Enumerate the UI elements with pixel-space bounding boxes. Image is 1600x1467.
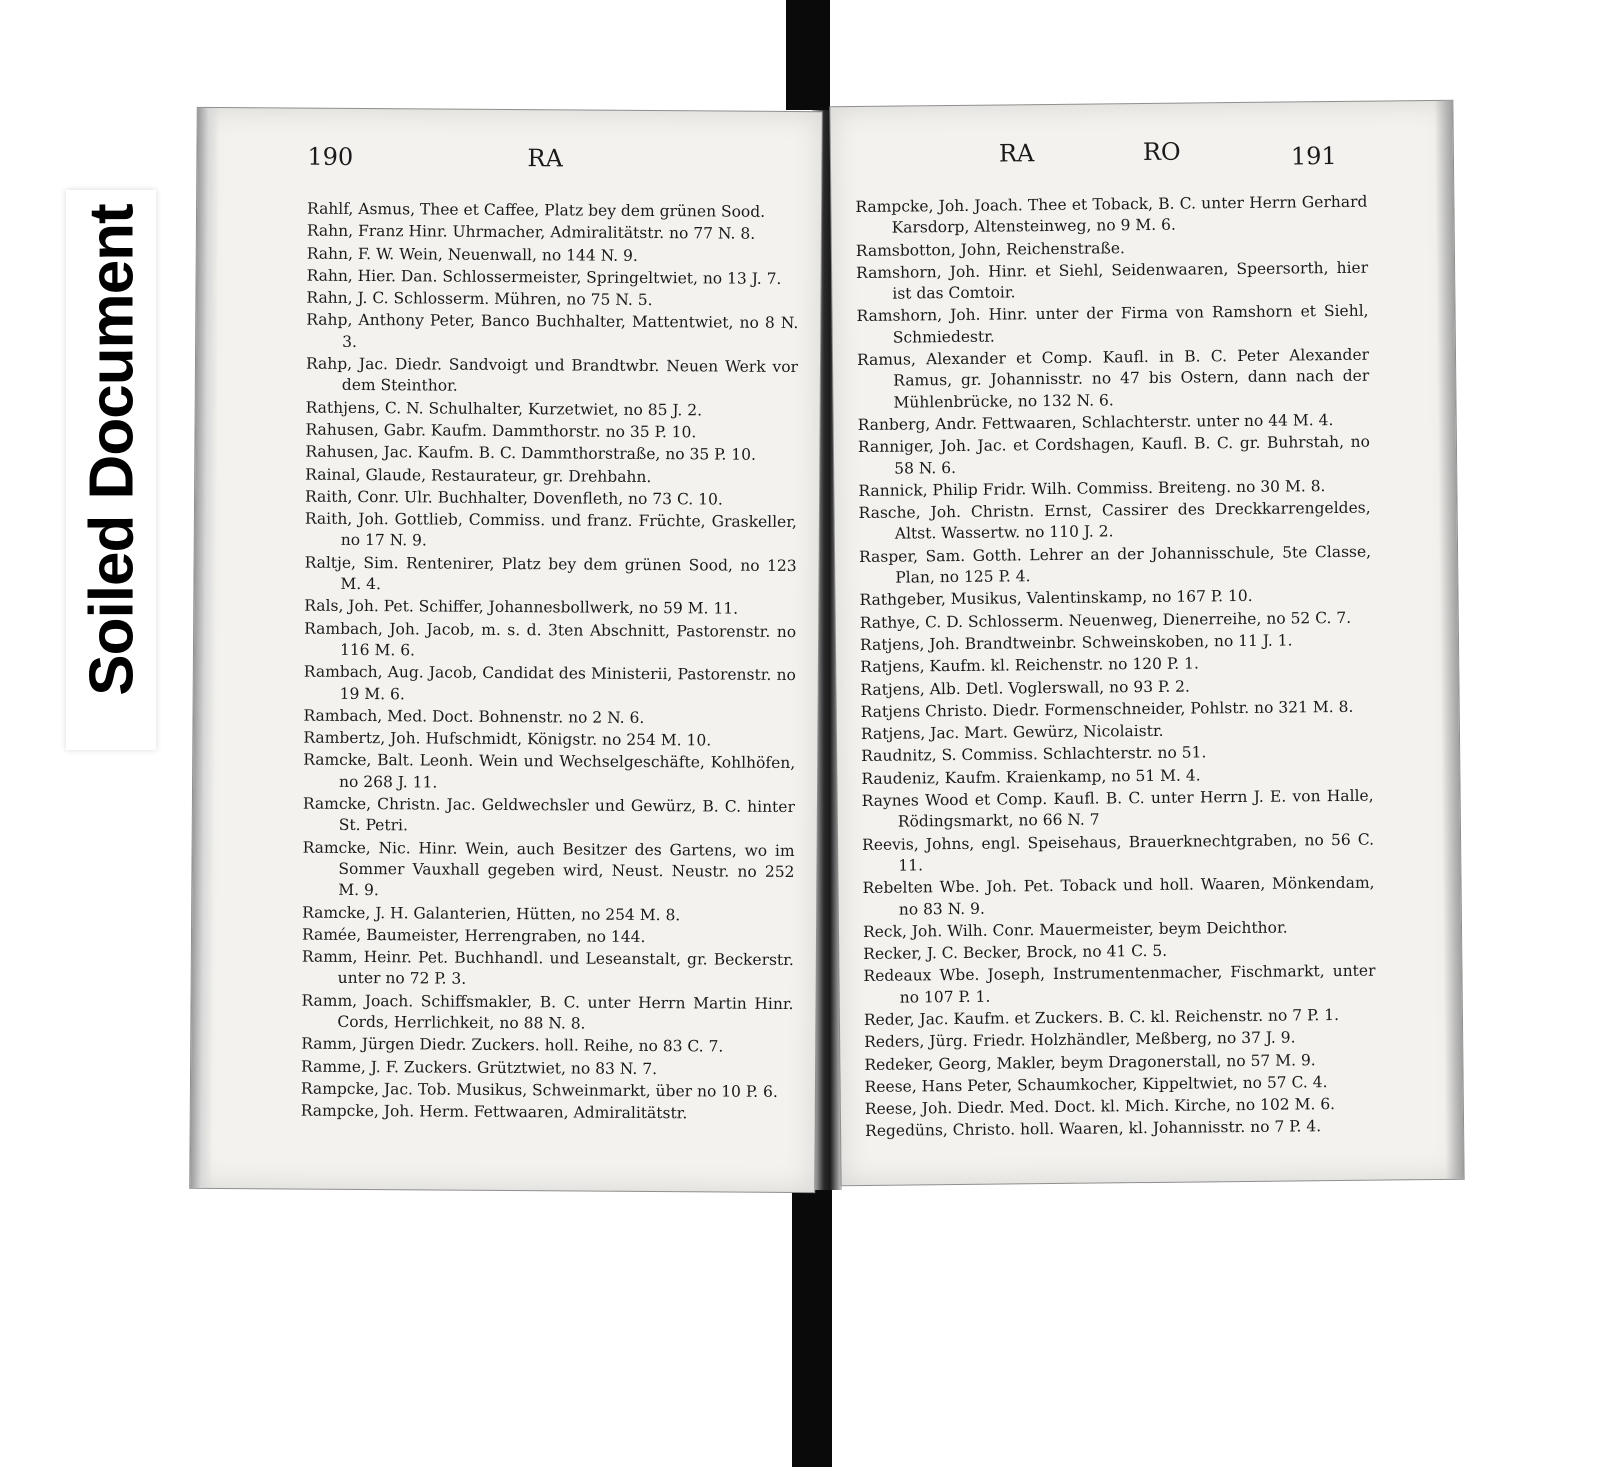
directory-entry: Redeker, Georg, Makler, beym Dragonerstall, no 57 M. 9. xyxy=(864,1050,1316,1074)
directory-entry: Ramcke, J. H. Galanterien, Hütten, no 254 M. 8. xyxy=(302,903,681,924)
directory-entry: Raudeniz, Kaufm. Kraienkamp, no 51 M. 4. xyxy=(861,766,1201,788)
directory-entry: Rambertz, Joh. Hufschmidt, Königstr. no 254 M. 10. xyxy=(303,728,712,750)
left-entry-list xyxy=(301,199,799,1127)
left-page-number: 190 xyxy=(307,142,354,171)
page-edge-shadow xyxy=(190,108,220,1188)
directory-entry: Rathye, C. D. Schlosserm. Neuenweg, Dienerreihe, no 52 C. 7. xyxy=(859,608,1352,632)
directory-entry: Rambach, Aug. Jacob, Candidat des Ministerii, Pastorenstr. no 19 M. 6. xyxy=(303,662,796,703)
directory-entry: Ramcke, Christn. Jac. Geldwechsler und Gewürz, B. C. hinter St. Petri. xyxy=(302,794,795,835)
right-page-number: 191 xyxy=(1290,141,1337,171)
right-entry-list xyxy=(855,192,1377,1144)
directory-entry: Ramm, Jürgen Diedr. Zuckers. holl. Reihe, no 83 C. 7. xyxy=(301,1034,724,1056)
directory-entry: Ramm, Joach. Schiffsmakler, B. C. unter Herrn Martin Hinr. Cords, Herrlichkeit, no 88 N. 8. xyxy=(301,991,794,1033)
directory-entry: Ramm, Heinr. Pet. Buchhandl. und Leseanstalt, gr. Beckerstr. unter no 72 P. 3. xyxy=(301,947,794,989)
right-page xyxy=(830,101,1463,1185)
directory-entry: Ramus, Alexander et Comp. Kaufl. in B. C. Peter Alexander Ramus, gr. Johannisstr. no 47 bis Ostern, dann nach der Mühlenbrücke, no 132 N. 6. xyxy=(856,345,1370,412)
directory-entry: Rathjens, C. N. Schulhalter, Kurzetwiet, no 85 J. 2. xyxy=(305,398,703,420)
directory-entry: Reese, Hans Peter, Schaumkocher, Kippeltwiet, no 57 C. 4. xyxy=(864,1073,1328,1096)
directory-entry: Rahn, J. C. Schlosserm. Mühren, no 75 N. 5. xyxy=(306,288,653,310)
directory-entry: Ramshorn, Joh. Hinr. et Siehl, Seidenwaaren, Speersorth, hier ist das Comtoir. xyxy=(856,258,1369,303)
directory-entry: Ranniger, Joh. Jac. et Cordshagen, Kaufl. B. C. gr. Buhrstah, no 58 N. 6. xyxy=(857,432,1371,478)
binding-spine-top xyxy=(786,0,830,110)
directory-entry: Rampcke, Jac. Tob. Musikus, Schweinmarkt, über no 10 P. 6. xyxy=(300,1079,778,1101)
left-page xyxy=(190,108,822,1192)
directory-entry: Reese, Joh. Diedr. Med. Doct. kl. Mich. Kirche, no 102 M. 6. xyxy=(864,1095,1336,1119)
directory-entry: Raynes Wood et Comp. Kaufl. B. C. unter Herrn J. E. von Halle, Rödingsmarkt, no 66 N. 7 xyxy=(861,786,1374,831)
directory-entry: Rahn, Franz Hinr. Uhrmacher, Admiralitätstr. no 77 N. 8. xyxy=(306,221,756,244)
directory-entry: Reder, Jac. Kaufm. et Zuckers. B. C. kl. Reichenstr. no 7 P. 1. xyxy=(863,1005,1340,1029)
directory-entry: Rathgeber, Musikus, Valentinskamp, no 167 P. 10. xyxy=(859,587,1253,610)
directory-entry: Rals, Joh. Pet. Schiffer, Johannesbollwerk, no 59 M. 11. xyxy=(304,596,739,618)
directory-entry: Rannick, Philip Fridr. Wilh. Commiss. Breiteng. no 30 M. 8. xyxy=(858,476,1326,500)
directory-entry: Ramme, J. F. Zuckers. Grütztwiet, no 83 N. 7. xyxy=(301,1057,658,1078)
directory-entry: Rahn, Hier. Dan. Schlossermeister, Springeltwiet, no 13 J. 7. xyxy=(306,266,782,288)
page-edge-shadow xyxy=(1434,101,1463,1179)
directory-entry: Ratjens, Jac. Mart. Gewürz, Nicolaistr. xyxy=(860,721,1164,744)
directory-entry: Raith, Conr. Ulr. Buchhalter, Dovenfleth, no 73 C. 10. xyxy=(305,487,723,509)
directory-entry: Ramcke, Balt. Leonh. Wein und Wechselgeschäfte, Kohlhöfen, no 268 J. 11. xyxy=(303,751,796,792)
directory-entry: Reck, Joh. Wilh. Conr. Mauermeister, beym Deichthor. xyxy=(862,918,1288,941)
left-running-head: RA xyxy=(527,144,563,173)
directory-entry: Rahusen, Jac. Kaufm. B. C. Dammthorstraße, no 35 P. 10. xyxy=(305,442,757,465)
directory-entry: Regedüns, Christo. holl. Waaren, kl. Johannisstr. no 7 P. 4. xyxy=(865,1117,1322,1141)
directory-entry: Rampcke, Joh. Joach. Thee et Toback, B. C. unter Herrn Gerhard Karsdorp, Altensteinweg, no 9 M. 6. xyxy=(855,192,1368,237)
directory-entry: Rahusen, Gabr. Kaufm. Dammthorstr. no 35 P. 10. xyxy=(305,420,697,442)
directory-entry: Rasche, Joh. Christn. Ernst, Cassirer des Dreckkarrengeldes, Altst. Wassertw. no 110 J. 2. xyxy=(858,498,1371,544)
directory-entry: Raltje, Sim. Rentenirer, Platz bey dem grünen Sood, no 123 M. 4. xyxy=(304,553,797,594)
right-running-head-left: RA xyxy=(998,139,1035,168)
directory-entry: Ramcke, Nic. Hinr. Wein, auch Besitzer des Gartens, wo im Sommer Vauxhall gegeben wird, Neust. Neustr. no 252 M. 9. xyxy=(302,838,795,900)
directory-entry: Ramée, Baumeister, Herrengraben, no 144. xyxy=(301,925,646,946)
directory-entry: Raith, Joh. Gottlieb, Commiss. und franz. Früchte, Graskeller, no 17 N. 9. xyxy=(304,509,797,550)
directory-entry: Ratjens, Alb. Detl. Voglerswall, no 93 P. 2. xyxy=(860,677,1191,699)
directory-entry: Rahn, F. W. Wein, Neuenwall, no 144 N. 9. xyxy=(306,244,638,265)
left-page-header xyxy=(197,138,821,182)
soiled-document-label: Soiled Document xyxy=(77,204,147,696)
directory-entry: Rampcke, Joh. Herm. Fettwaaren, Admiralitätstr. xyxy=(300,1101,688,1123)
directory-entry: Ratjens Christo. Diedr. Formenschneider, Pohlstr. no 321 M. 8. xyxy=(860,697,1354,721)
right-page-header xyxy=(831,131,1453,178)
binding-spine-bottom xyxy=(792,1170,832,1467)
directory-entry: Ramshorn, Joh. Hinr. unter der Firma von Ramshorn et Siehl, Schmiedestr. xyxy=(856,302,1369,347)
directory-entry: Ratjens, Kaufm. kl. Reichenstr. no 120 P. 1. xyxy=(860,654,1199,677)
directory-entry: Rahp, Anthony Peter, Banco Buchhalter, Mattentwiet, no 8 N. 3. xyxy=(306,311,799,351)
directory-entry: Rasper, Sam. Gotth. Lehrer an der Johannisschule, 5te Classe, Plan, no 125 P. 4. xyxy=(858,542,1372,587)
directory-entry: Ratjens, Joh. Brandtweinbr. Schweinskoben, no 11 J. 1. xyxy=(859,631,1293,654)
right-running-head-right: RO xyxy=(1142,137,1181,167)
directory-entry: Rebelten Wbe. Joh. Pet. Toback und holl. Waaren, Mönkendam, no 83 N. 9. xyxy=(862,873,1375,919)
directory-entry: Raudnitz, S. Commiss. Schlachterstr. no 51. xyxy=(861,743,1207,766)
directory-entry: Rahp, Jac. Diedr. Sandvoigt und Brandtwbr. Neuen Werk vor dem Steinthor. xyxy=(305,354,799,396)
directory-entry: Recker, J. C. Becker, Brock, no 41 C. 5. xyxy=(863,941,1168,964)
directory-entry: Rahlf, Asmus, Thee et Caffee, Platz bey dem grünen Sood. xyxy=(307,199,766,221)
directory-entry: Reders, Jürg. Friedr. Holzhändler, Meßberg, no 37 J. 9. xyxy=(864,1028,1296,1052)
directory-entry: Rambach, Med. Doct. Bohnenstr. no 2 N. 6. xyxy=(303,706,645,727)
directory-entry: Rambach, Joh. Jacob, m. s. d. 3ten Abschnitt, Pastorenstr. no 116 M. 6. xyxy=(304,619,797,660)
directory-entry: Reevis, Johns, engl. Speisehaus, Brauerknechtgraben, no 56 C. 11. xyxy=(862,830,1375,875)
directory-entry: Redeaux Wbe. Joseph, Instrumentenmacher, Fischmarkt, unter no 107 P. 1. xyxy=(863,962,1376,1007)
directory-entry: Ranberg, Andr. Fettwaaren, Schlachterstr. unter no 44 M. 4. xyxy=(857,411,1334,434)
directory-entry: Rainal, Glaude, Restaurateur, gr. Drehbahn. xyxy=(305,465,652,486)
directory-entry: Ramsbotton, John, Reichenstraße. xyxy=(855,238,1126,260)
